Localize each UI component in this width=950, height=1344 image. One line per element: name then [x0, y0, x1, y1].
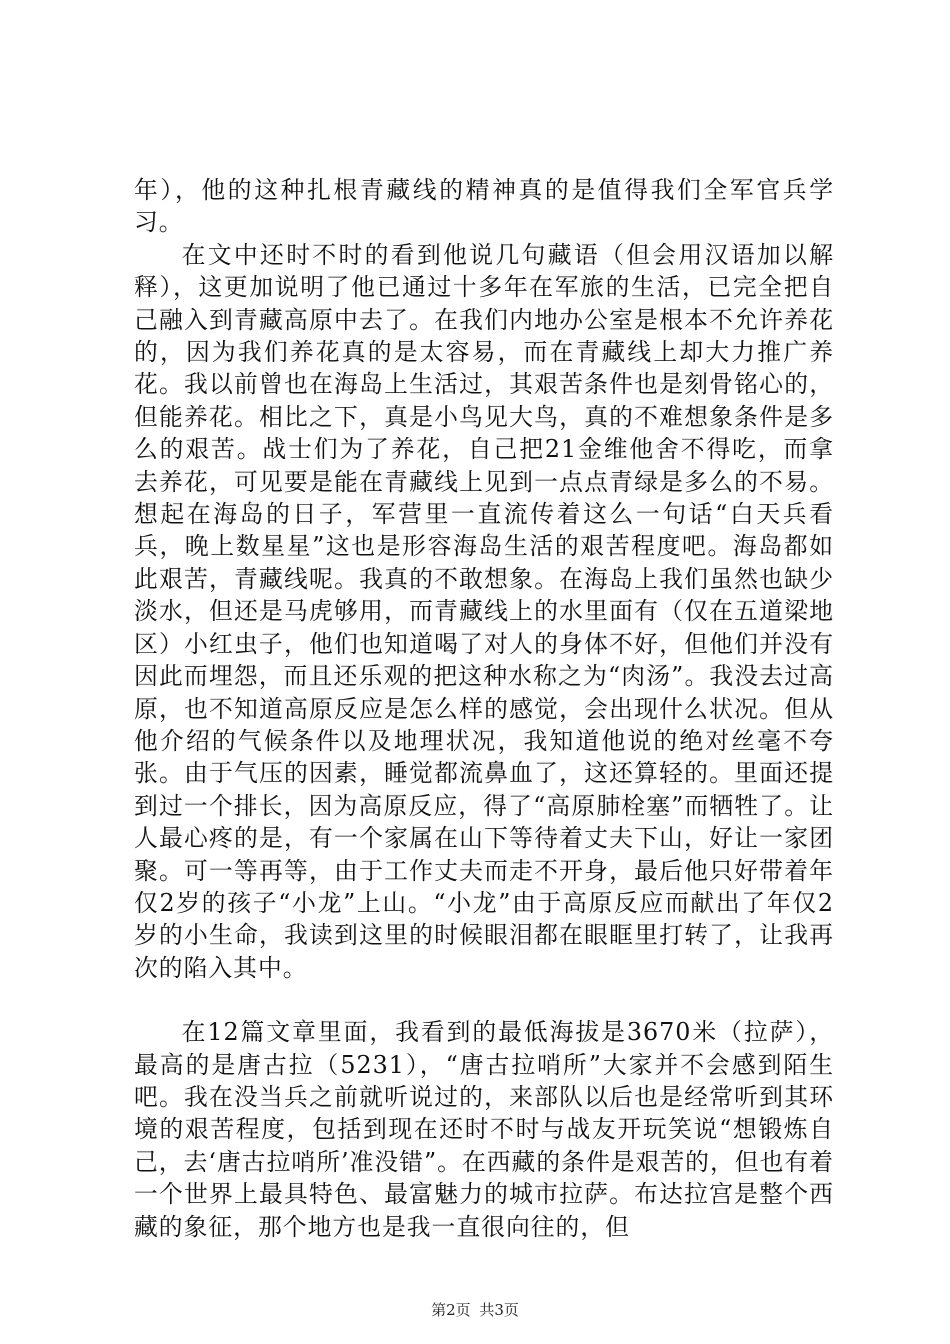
- paragraph-continuation: 年），他的这种扎根青藏线的精神真的是值得我们全军官兵学习。: [134, 176, 834, 237]
- page-total: 共3页: [479, 1301, 519, 1319]
- paragraph-altitude: 在12篇文章里面，我看到的最低海拔是3670米（拉萨），最高的是唐古拉（5231），“唐古拉哨所”大家并不会感到陌生吧。我在没当兵之前就听说过的，来部队以后也是经常听到其环境的艰苦程度，包括到现在还时不时与战友开玩笑说“想锻炼自己，去‘唐古拉哨所’准没错”。在西藏的条件是艰苦的，但也有着一个世界上最具特色、最富魅力的城市拉萨。布达拉宫是整个西藏的象征，那个地方也是我一直很向往的，但: [134, 1018, 834, 1241]
- page-footer: [0, 1300, 950, 1320]
- document-body: [134, 174, 834, 1243]
- page-number: 第2页: [431, 1301, 471, 1319]
- paragraph-tibetan-language: 在文中还时不时的看到他说几句藏语（但会用汉语加以解释），这更加说明了他已通过十多年在军旅的生活，已完全把自己融入到青藏高原中去了。在我们内地办公室是根本不允许养花的，因为我们养花真的是太容易，而在青藏线上却大力推广养花。我以前曾也在海岛上生活过，其艰苦条件也是刻骨铭心的，但能养花。相比之下，真是小鸟见大鸟，真的不难想象条件是多么的艰苦。战士们为了养花，自己把21金维他舍不得吃，而拿去养花，可见要是能在青藏线上见到一点点青绿是多么的不易。想起在海岛的日子，军营里一直流传着这么一句话“白天兵看兵，晚上数星星”这也是形容海岛生活的艰苦程度吧。海岛都如此艰苦，青藏线呢。我真的不敢想象。在海岛上我们虽然也缺少淡水，但还是马虎够用，而青藏线上的水里面有（仅在五道梁地区）小红虫子，他们也知道喝了对人的身体不好，但他们并没有因此而埋怨，而且还乐观的把这种水称之为“肉汤”。我没去过高原，也不知道高原反应是怎么样的感觉，会出现什么状况。但从他介绍的气候条件以及地理状况，我知道他说的绝对丝毫不夸张。由于气压的因素，睡觉都流鼻血了，这还算轻的。里面还提到过一个排长，因为高原反应，得了“高原肺栓塞”而牺牲了。让人最心疼的是，有一个家属在山下等待着丈夫下山，好让一家团聚。可一等再等，由于工作丈夫而走不开身，最后他只好带着年仅2岁的孩子“小龙”上山。“小龙”由于高原反应而献出了年仅2岁的小生命，我读到这里的时候眼泪都在眼眶里打转了，让我再次的陷入其中。: [134, 240, 834, 982]
